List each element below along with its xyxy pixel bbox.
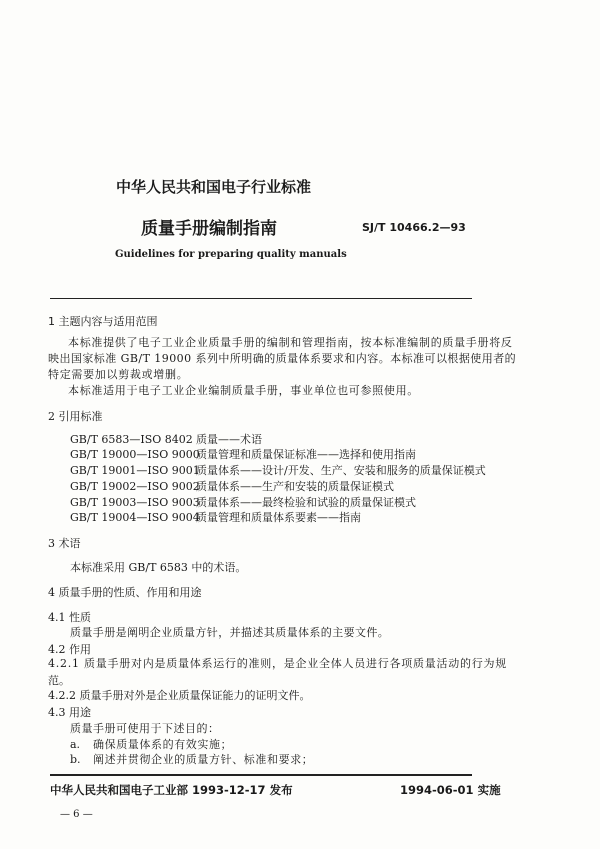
- standard-code: SJ/T 10466.2—93: [362, 221, 466, 234]
- list-label: a.: [70, 738, 81, 751]
- ref-title: 质量体系——设计/开发、生产、安装和服务的质量保证模式: [196, 464, 486, 477]
- ref-code: GB/T 19004—ISO 9004: [70, 511, 200, 524]
- org-standard: 中华人民共和国电子行业标准: [116, 178, 312, 196]
- effective-date: 1994-06-01 实施: [400, 783, 501, 797]
- page-number: — 6 —: [60, 809, 93, 820]
- ref-title: 质量体系——生产和安装的质量保证模式: [196, 480, 394, 493]
- section-1-heading: 1 主题内容与适用范围: [48, 315, 158, 328]
- page-title: 质量手册编制指南: [141, 219, 277, 239]
- footer-divider: [50, 774, 472, 776]
- section-4-3-heading: 4.3 用途: [48, 706, 91, 719]
- list-text: 阐述并贯彻企业的质量方针、标准和要求；: [93, 753, 314, 766]
- ref-code: GB/T 6583—ISO 8402: [70, 433, 193, 446]
- section-4-heading: 4 质量手册的性质、作用和用途: [48, 586, 202, 599]
- ref-code: GB/T 19001—ISO 9001: [70, 464, 200, 477]
- title-en: Guidelines for preparing quality manuals: [115, 249, 347, 260]
- ref-title: 质量管理和质量体系要素——指南: [196, 511, 361, 524]
- section-2-heading: 2 引用标准: [48, 410, 103, 423]
- ref-title: 质量体系——最终检验和试验的质量保证模式: [196, 496, 416, 509]
- section-4-3-text: 质量手册可使用于下述目的：: [70, 722, 220, 735]
- section-4-2-heading: 4.2 作用: [48, 643, 91, 656]
- issue-info: 中华人民共和国电子工业部 1993-12-17 发布: [50, 783, 293, 797]
- section-4-1-heading: 4.1 性质: [48, 611, 91, 624]
- section-1-line: 本标准提供了电子工业企业质量手册的编制和管理指南，按本标准编制的质量手册将反: [68, 336, 513, 349]
- section-4-2-1-text-cont: 范。: [48, 674, 70, 687]
- section-4-1-text: 质量手册是阐明企业质量方针，并描述其质量体系的主要文件。: [70, 626, 390, 639]
- section-3-heading: 3 术语: [48, 537, 81, 550]
- ref-title: 质量——术语: [196, 433, 262, 446]
- list-item-a: [70, 738, 233, 752]
- section-3-text: 本标准采用 GB/T 6583 中的术语。: [70, 561, 247, 574]
- section-1-line: 特定需要加以剪裁或增删。: [48, 368, 189, 381]
- section-4-2-2-text: 4.2.2 质量手册对外是企业质量保证能力的证明文件。: [48, 689, 311, 702]
- list-item-b: [70, 753, 314, 767]
- ref-code: GB/T 19003—ISO 9003: [70, 496, 200, 509]
- section-4-2-1-text: 4.2.1 质量手册对内是质量体系运行的准则，是企业全体人员进行各项质量活动的行为规: [48, 657, 507, 670]
- section-1-line: 本标准适用于电子工业企业编制质量手册，事业单位也可参照使用。: [68, 384, 419, 397]
- header-divider: [50, 298, 472, 299]
- ref-title: 质量管理和质量保证标准——选择和使用指南: [196, 448, 416, 461]
- ref-code: GB/T 19002—ISO 9002: [70, 480, 200, 493]
- list-label: b.: [70, 753, 81, 766]
- section-1-line: 映出国家标准 GB/T 19000 系列中所明确的质量体系要求和内容。本标准可以根据使用者的: [48, 352, 517, 365]
- list-text: 确保质量体系的有效实施；: [93, 738, 233, 751]
- ref-code: GB/T 19000—ISO 9000: [70, 448, 200, 461]
